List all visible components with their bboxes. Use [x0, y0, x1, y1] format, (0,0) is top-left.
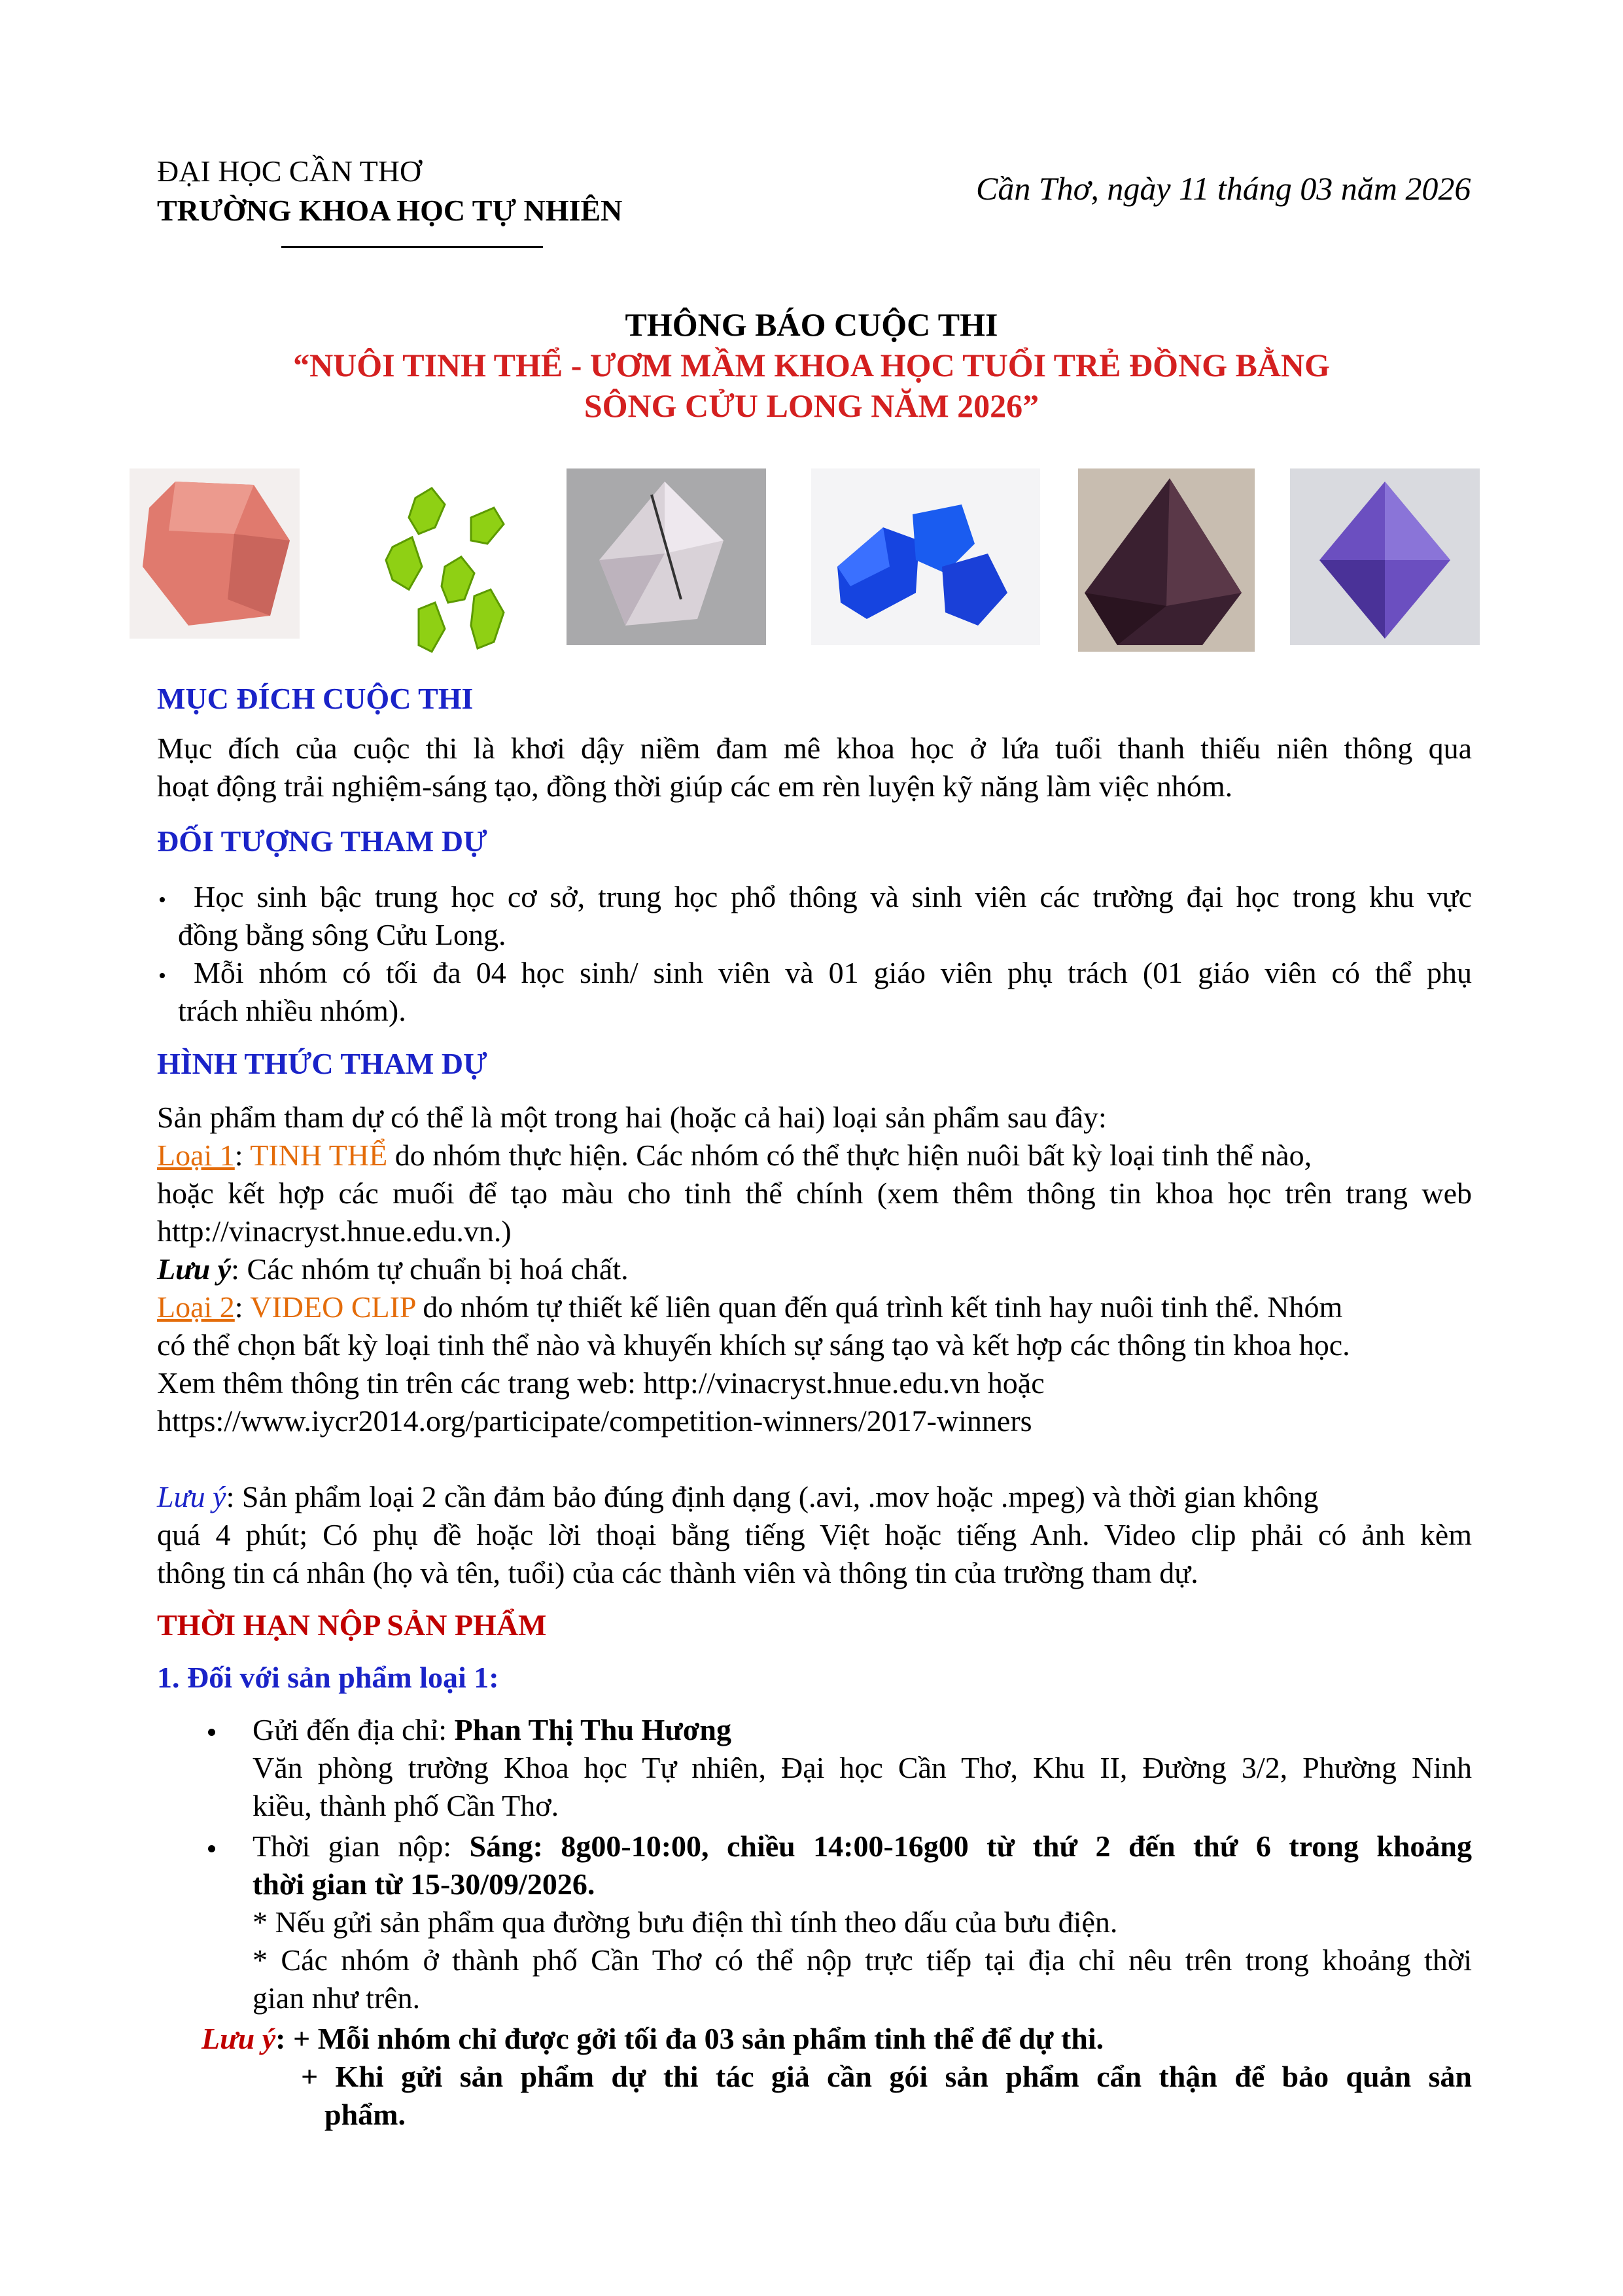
final-note-label: Lưu ý	[201, 2022, 276, 2055]
direct-submit-note-line1: * Các nhóm ở thành phố Cần Thơ có thể nộp trực tiếp tại địa chỉ nêu trên trong khoảng thời	[253, 1943, 1472, 1977]
purpose-text-line2: hoạt động trải nghiệm-sáng tạo, đồng thời giúp các em rèn luyện kỹ năng làm việc nhóm.	[157, 769, 1233, 803]
note2-line3: thông tin cá nhân (họ và tên, tuổi) của các thành viên và thông tin của trường tham dự.	[157, 1556, 1198, 1589]
note2-label: Lưu ý	[157, 1480, 226, 1513]
recipient-name: Phan Thị Thu Hương	[454, 1713, 731, 1746]
purpose-heading: MỤC ĐÍCH CUỘC THI	[157, 682, 474, 715]
submit-time-line1: Thời gian nộp: Sáng: 8g00-10:00, chiều 14:00-16g00 từ thứ 2 đến thứ 6 trong khoảng	[253, 1829, 1473, 1863]
type2-name: VIDEO CLIP	[250, 1290, 415, 1324]
final-note-line2: + Khi gửi sản phẩm dự thi tác giả cần gói sản phẩm cẩn thận để bảo quản sản	[301, 2060, 1472, 2093]
participants-bullet2-line2: trách nhiều nhóm).	[178, 994, 406, 1027]
university-name: ĐẠI HỌC CẦN THƠ	[157, 154, 422, 188]
bullet-icon	[208, 1845, 215, 1852]
type1-line2: hoặc kết hợp các muối để tạo màu cho tinh thể chính (xem thêm thông tin khoa học trên trang web	[157, 1176, 1472, 1210]
final-note-line3: phẩm.	[324, 2098, 406, 2131]
note1-label: Lưu ý	[157, 1252, 232, 1286]
deadline-heading: THỜI HẠN NỘP SẢN PHẨM	[157, 1608, 547, 1642]
purpose-text-line1: Mục đích của cuộc thi là khơi dậy niềm đam mê khoa học ở lứa tuổi thanh thiếu niên thông qua	[157, 732, 1472, 765]
address-line3: kiều, thành phố Cần Thơ.	[253, 1789, 559, 1822]
note1: Lưu ý: Các nhóm tự chuẩn bị hoá chất.	[157, 1252, 629, 1286]
type2-line4: https://www.iycr2014.org/participate/competition-winners/2017-winners	[157, 1404, 1032, 1438]
bullet-icon	[160, 897, 165, 902]
note2-line1: Lưu ý: Sản phẩm loại 2 cần đảm bảo đúng định dạng (.avi, .mov hoặc .mpeg) và thời gian không	[157, 1480, 1319, 1513]
type2-line1: Loại 2: VIDEO CLIP do nhóm tự thiết kế liên quan đến quá trình kết tinh hay nuôi tinh thể. Nhóm	[157, 1290, 1343, 1324]
submit-time-line2: thời gian từ 15-30/09/2026.	[253, 1867, 595, 1901]
type2-line2: có thể chọn bất kỳ loại tinh thể nào và khuyến khích sự sáng tạo và kết hợp các thông tin khoa học.	[157, 1328, 1350, 1362]
blue-crystals-image	[811, 468, 1040, 645]
participants-bullet1-line2: đồng bằng sông Cửu Long.	[178, 918, 506, 951]
type1-line3: http://vinacryst.hnue.edu.vn.)	[157, 1214, 512, 1248]
pink-crystal-image	[130, 468, 300, 639]
dark-purple-crystal-image	[1078, 468, 1255, 652]
green-crystals-image	[347, 468, 536, 665]
type2-line3: Xem thêm thông tin trên các trang web: http://vinacryst.hnue.edu.vn hoặc	[157, 1366, 1045, 1400]
type2-label: Loại 2	[157, 1290, 235, 1324]
participants-bullet2-line1: Mỗi nhóm có tối đa 04 học sinh/ sinh viên và 01 giáo viên phụ trách (01 giáo viên có thể phụ	[194, 956, 1472, 989]
bullet-icon	[208, 1729, 215, 1736]
clear-crystal-image	[567, 468, 766, 645]
note2-line2: quá 4 phút; Có phụ đề hoặc lời thoại bằng tiếng Việt hoặc tiếng Anh. Video clip phải có ảnh kèm	[157, 1518, 1472, 1551]
format-intro: Sản phẩm tham dự có thể là một trong hai (hoặc cả hai) loại sản phẩm sau đây:	[157, 1101, 1107, 1134]
type1-line1: Loại 1: TINH THỂ do nhóm thực hiện. Các nhóm có thể thực hiện nuôi bất kỳ loại tinh thể nào,	[157, 1139, 1312, 1172]
type1-name: TINH THỂ	[250, 1139, 388, 1172]
type1-label: Loại 1	[157, 1139, 235, 1172]
contest-title-line1: “NUÔI TINH THỂ - ƯƠM MẦM KHOA HỌC TUỔI TRẺ ĐỒNG BẰNG	[293, 347, 1330, 383]
header-underline	[281, 246, 543, 248]
school-name: TRƯỜNG KHOA HỌC TỰ NHIÊN	[157, 194, 623, 227]
notice-title: THÔNG BÁO CUỘC THI	[625, 306, 998, 343]
bullet-icon	[160, 973, 165, 978]
contest-title-line2: SÔNG CỬU LONG NĂM 2026”	[584, 387, 1039, 424]
violet-crystal-image	[1290, 468, 1480, 645]
participants-bullet1-line1: Học sinh bậc trung học cơ sở, trung học phổ thông và sinh viên các trường đại học trong khu vực	[194, 880, 1472, 913]
document-date: Cần Thơ, ngày 11 tháng 03 năm 2026	[976, 170, 1471, 207]
address-line2: Văn phòng trường Khoa học Tự nhiên, Đại học Cần Thơ, Khu II, Đường 3/2, Phường Ninh	[253, 1751, 1472, 1784]
participants-heading: ĐỐI TƯỢNG THAM DỰ	[157, 824, 487, 858]
address-line1: Gửi đến địa chỉ: Phan Thị Thu Hương	[253, 1713, 731, 1746]
final-note-line1: Lưu ý: + Mỗi nhóm chỉ được gởi tối đa 03 sản phẩm tinh thể để dự thi.	[201, 2022, 1104, 2055]
direct-submit-note-line2: gian như trên.	[253, 1981, 421, 2015]
deadline-sub1: 1. Đối với sản phẩm loại 1:	[157, 1661, 499, 1694]
format-heading: HÌNH THỨC THAM DỰ	[157, 1047, 487, 1080]
postal-note: * Nếu gửi sản phẩm qua đường bưu điện thì tính theo dấu của bưu điện.	[253, 1905, 1118, 1939]
